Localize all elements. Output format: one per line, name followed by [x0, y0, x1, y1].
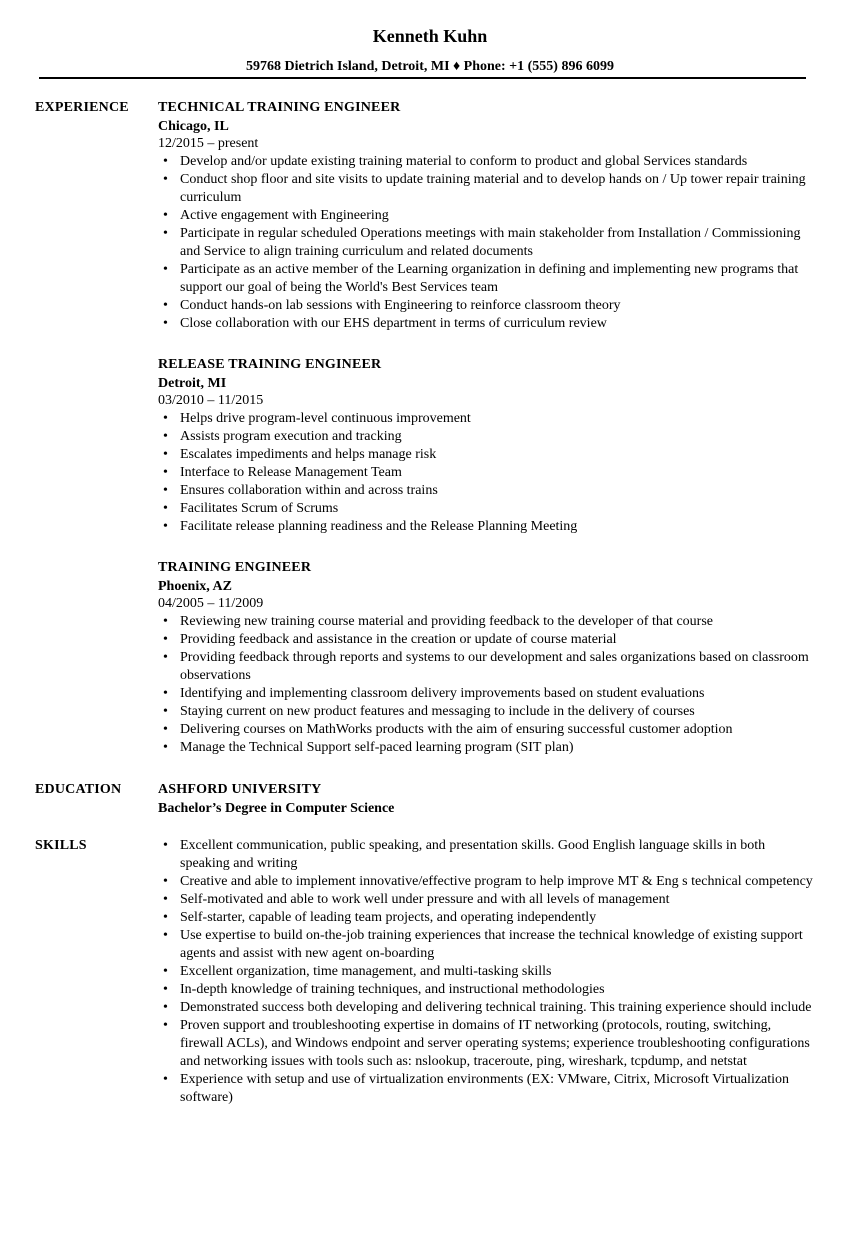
bullet-item: [158, 1071, 818, 1107]
bullet-text: Providing feedback and assistance in the creation or update of course material: [180, 632, 617, 647]
education-body: [158, 781, 818, 819]
job-entry: [158, 356, 818, 536]
bullet-item: [158, 1017, 818, 1071]
bullet-text: Interface to Release Management Team: [180, 465, 402, 480]
bullet-text: Experience with setup and use of virtualization environments (EX: VMware, Citrix, Microsoft Virtualization software): [180, 1072, 790, 1105]
section-title-education: EDUCATION: [35, 782, 122, 797]
bullet-icon: •: [163, 838, 168, 853]
bullet-text: Identifying and implementing classroom delivery improvements based on student evaluations: [180, 686, 705, 701]
bullet-text: Ensures collaboration within and across trains: [180, 483, 438, 498]
skills-body: [158, 837, 818, 1107]
experience-list: [158, 99, 818, 780]
job-entry: [158, 559, 818, 757]
job-title: TECHNICAL TRAINING ENGINEER: [158, 100, 401, 115]
bullet-text: Creative and able to implement innovative/effective program to help improve MT & Eng s technical competency: [180, 874, 813, 889]
bullet-item: [158, 963, 818, 981]
bullet-item: [158, 518, 818, 536]
bullet-icon: •: [163, 874, 168, 889]
bullet-item: [158, 261, 818, 297]
bullet-text: Facilitate release planning readiness and the Release Planning Meeting: [180, 519, 578, 534]
bullet-text: Manage the Technical Support self-paced learning program (SIT plan): [180, 740, 574, 755]
job-dates: 04/2005 – 11/2009: [158, 596, 264, 611]
bullet-item: [158, 721, 818, 739]
bullet-icon: •: [163, 632, 168, 647]
bullet-item: [158, 153, 818, 171]
degree: Bachelor’s Degree in Computer Science: [158, 801, 395, 816]
bullet-text: Self-starter, capable of leading team projects, and operating independently: [180, 910, 597, 925]
bullet-item: [158, 613, 818, 631]
bullet-icon: •: [163, 614, 168, 629]
bullet-text: Assists program execution and tracking: [180, 429, 402, 444]
bullet-item: [158, 999, 818, 1017]
job-bullets: [158, 410, 818, 536]
bullet-item: [158, 873, 818, 891]
bullet-icon: •: [163, 226, 168, 241]
bullet-text: Use expertise to build on-the-job training experiences that increase the technical knowledge of existing support agents and assist with new agent on-boarding: [180, 928, 803, 961]
bullet-text: Conduct hands-on lab sessions with Engineering to reinforce classroom theory: [180, 298, 621, 313]
bullet-text: Excellent organization, time management, and multi-tasking skills: [180, 964, 552, 979]
bullet-item: [158, 649, 818, 685]
bullet-icon: •: [163, 1072, 168, 1087]
bullet-text: Develop and/or update existing training material to conform to product and global Services standards: [180, 154, 748, 169]
bullet-item: [158, 297, 818, 315]
bullet-icon: •: [163, 172, 168, 187]
job-title: RELEASE TRAINING ENGINEER: [158, 357, 382, 372]
bullet-icon: •: [163, 928, 168, 943]
bullet-icon: •: [163, 650, 168, 665]
header-divider: [39, 77, 806, 79]
bullet-item: [158, 410, 818, 428]
bullet-icon: •: [163, 208, 168, 223]
job-dates: 03/2010 – 11/2015: [158, 393, 264, 408]
bullet-icon: •: [163, 483, 168, 498]
bullet-text: Reviewing new training course material and providing feedback to the developer of that course: [180, 614, 713, 629]
bullet-text: Providing feedback through reports and systems to our development and sales organizations based on classroom observations: [180, 650, 809, 683]
bullet-icon: •: [163, 1018, 168, 1033]
bullet-item: [158, 837, 818, 873]
job-bullets: [158, 153, 818, 333]
bullet-item: [158, 464, 818, 482]
bullet-text: Participate in regular scheduled Operations meetings with main stakeholder from Installation / Commissioning and Service to align training curriculum and related documents: [180, 226, 801, 259]
bullet-icon: •: [163, 910, 168, 925]
bullet-item: [158, 891, 818, 909]
bullet-icon: •: [163, 982, 168, 997]
section-title-skills: SKILLS: [35, 838, 87, 853]
job-dates: 12/2015 – present: [158, 136, 259, 151]
bullet-icon: •: [163, 722, 168, 737]
bullet-icon: •: [163, 262, 168, 277]
job-entry: [158, 99, 818, 333]
bullet-text: Participate as an active member of the Learning organization in defining and implementing new programs that support our goal of being the World's Best Services team: [180, 262, 799, 295]
candidate-name: Kenneth Kuhn: [372, 26, 488, 46]
bullet-icon: •: [163, 892, 168, 907]
bullet-text: Delivering courses on MathWorks products with the aim of ensuring successful customer adoption: [180, 722, 733, 737]
bullet-icon: •: [163, 298, 168, 313]
bullet-text: Demonstrated success both developing and delivering technical training. This training experience should include: [180, 1000, 812, 1015]
bullet-icon: •: [163, 740, 168, 755]
bullet-text: Escalates impediments and helps manage risk: [180, 447, 437, 462]
bullet-item: [158, 428, 818, 446]
school-name: ASHFORD UNIVERSITY: [158, 782, 322, 797]
bullet-text: Proven support and troubleshooting expertise in domains of IT networking (protocols, routing, switching, firewall ACLs), and Windows endpoint and server operating systems; experience troubleshooting configurations and networking issues with tools such as: nslookup, traceroute, ping, wireshark, tcpdump, and netstat: [180, 1018, 810, 1069]
job-bullets: [158, 613, 818, 757]
bullet-item: [158, 171, 818, 207]
bullet-item: [158, 981, 818, 999]
bullet-icon: •: [163, 465, 168, 480]
bullet-item: [158, 927, 818, 963]
bullet-item: [158, 685, 818, 703]
bullet-icon: •: [163, 429, 168, 444]
bullet-icon: •: [163, 501, 168, 516]
bullet-icon: •: [163, 686, 168, 701]
bullet-text: Helps drive program-level continuous improvement: [180, 411, 471, 426]
bullet-item: [158, 315, 818, 333]
bullet-text: Excellent communication, public speaking, and presentation skills. Good English language skills in both speaking and writing: [180, 838, 766, 871]
bullet-item: [158, 703, 818, 721]
bullet-text: Self-motivated and able to work well under pressure and with all levels of management: [180, 892, 670, 907]
bullet-icon: •: [163, 447, 168, 462]
job-location: Phoenix, AZ: [158, 579, 232, 594]
bullet-item: [158, 446, 818, 464]
bullet-text: Close collaboration with our EHS department in terms of curriculum review: [180, 316, 607, 331]
bullet-item: [158, 482, 818, 500]
bullet-icon: •: [163, 519, 168, 534]
bullet-icon: •: [163, 316, 168, 331]
bullet-item: [158, 500, 818, 518]
contact-info: 59768 Dietrich Island, Detroit, MI ♦ Phone: +1 (555) 896 6099: [246, 59, 614, 74]
skills-bullets: [158, 837, 818, 1107]
bullet-icon: •: [163, 704, 168, 719]
bullet-text: Active engagement with Engineering: [180, 208, 389, 223]
bullet-icon: •: [163, 964, 168, 979]
section-title-experience: EXPERIENCE: [35, 100, 129, 115]
bullet-item: [158, 225, 818, 261]
bullet-item: [158, 207, 818, 225]
bullet-item: [158, 909, 818, 927]
bullet-icon: •: [163, 411, 168, 426]
bullet-text: Staying current on new product features and messaging to include in the delivery of courses: [180, 704, 695, 719]
bullet-item: [158, 631, 818, 649]
job-title: TRAINING ENGINEER: [158, 560, 312, 575]
job-location: Detroit, MI: [158, 376, 227, 391]
bullet-icon: •: [163, 1000, 168, 1015]
job-location: Chicago, IL: [158, 119, 229, 134]
bullet-text: In-depth knowledge of training techniques, and instructional methodologies: [180, 982, 605, 997]
bullet-text: Conduct shop floor and site visits to update training material and to develop hands on / Up tower repair training curriculum: [180, 172, 806, 205]
bullet-text: Facilitates Scrum of Scrums: [180, 501, 339, 516]
bullet-item: [158, 739, 818, 757]
bullet-icon: •: [163, 154, 168, 169]
